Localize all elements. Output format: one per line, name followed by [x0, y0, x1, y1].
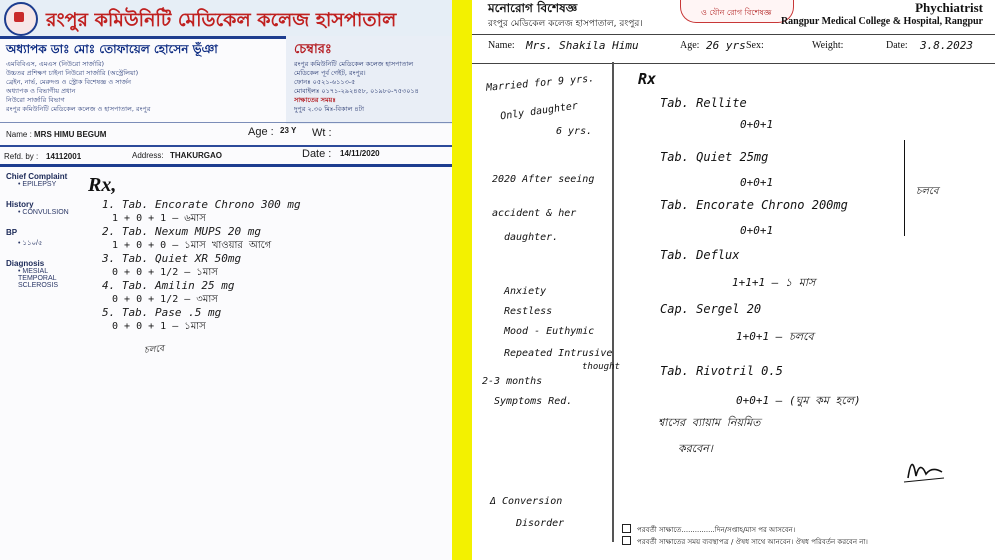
age-label: Age :: [248, 126, 274, 138]
medication-dose: 1+1+1 — ১ মাস: [732, 276, 816, 289]
qual-line: ব্রেইন, নার্ভ, মেরুদণ্ড ও স্ট্রোক বিশেষজ্ঞ ও সার্জন: [6, 78, 132, 86]
history-note: daughter.: [504, 232, 559, 243]
chief-complaint: • EPILEPSY: [18, 181, 57, 188]
patient-name: Mrs. Shakila Himu: [526, 39, 639, 52]
hospital-header: [0, 0, 452, 39]
footer-line: [622, 524, 992, 536]
separator-bar: [452, 0, 472, 560]
clinical-sidebar: [6, 172, 86, 289]
medication-dose: 1 + 0 + 0 – ১মাস খাওয়ার আগে: [112, 240, 272, 251]
history-note: Mood - Euthymic: [504, 326, 595, 337]
specialty-badge-text: ও যৌন রোগ বিশেষজ্ঞ: [701, 8, 772, 17]
medication-dose: 0+0+1 — (ঘুম কম হলে): [736, 394, 861, 407]
date-label: Date :: [302, 148, 332, 160]
qual-line: উচ্চতর প্রশিক্ষণ চাইনা নিউরো সার্জারি (অস্ট্রেলিয়া): [6, 69, 139, 77]
chief-complaint-value: EPILEPSY: [22, 181, 57, 188]
medication-dose: 0+0+1: [740, 176, 774, 189]
address-label: Address:: [132, 151, 164, 160]
medication-dose: 1 + 0 + 1 – ৬মাস: [112, 213, 206, 224]
medication-name: 2. Tab. Nexum MUPS 20 mg: [102, 225, 261, 238]
chamber-line: রংপুর কমিউনিটি মেডিকেল কলেজ হাসপাতাল: [294, 60, 414, 68]
refd-label: Refd. by :: [4, 152, 39, 161]
bracket-note: চলবে: [916, 186, 939, 197]
medication-name: Tab. Encorate Chrono 200mg: [660, 198, 848, 212]
diagnosis-line: MESIAL: [22, 268, 49, 275]
medication-name: Tab. Rellite: [660, 96, 747, 110]
medication-name: 3. Tab. Quiet XR 50mg: [102, 252, 242, 265]
hospital-title: রংপুর কমিউনিটি মেডিকেল কলেজ হাসপাতাল: [46, 9, 397, 31]
specialty-badge: [680, 0, 794, 23]
patient-fields-row: [472, 34, 995, 64]
chamber-info: [286, 36, 452, 124]
history-note: 6 yrs.: [556, 126, 593, 137]
age-label: Age:: [680, 40, 700, 51]
chamber-line: ফোনঃ ০৫২১-৬১১৩-৫: [294, 78, 356, 86]
qual-line: নিউরো সার্জারি বিভাগ: [6, 96, 65, 104]
name-label: Name :: [6, 130, 32, 139]
qual-line: এমবিবিএস, এমএস (নিউরো সার্জারি): [6, 60, 105, 68]
checkbox-icon: [622, 524, 631, 533]
rx-symbol: Rx,: [88, 174, 117, 196]
history-note: 2-3 months: [482, 376, 543, 387]
checkbox-icon: [622, 536, 631, 545]
hospital-name-bn: রংপুর মেডিকেল কলেজ হাসপাতাল, রংপুর।: [488, 19, 643, 29]
medication-name: 4. Tab. Amilin 25 mg: [102, 279, 235, 292]
qual-line: রংপুর কমিউনিটি মেডিকেল কলেজ ও হাসপাতাল, রংপুর: [6, 105, 151, 113]
medication-dose: 0 + 0 + 1 – ১মাস: [112, 321, 206, 332]
history-note: Married for 9 yrs.: [485, 73, 595, 94]
hospital-subtitle: Rangpur Medical College & Hospital, Rangpur: [780, 16, 983, 27]
history: • CONVULSION: [18, 209, 69, 216]
medication-dose: 1+0+1 — চলবে: [736, 330, 814, 343]
signature-mark: [902, 448, 946, 486]
medication-dose: 0 + 0 + 1/2 – ৩মাস: [112, 294, 218, 305]
footer-notes: [622, 524, 992, 548]
date-label: Date:: [886, 40, 908, 51]
left-prescription: [0, 0, 452, 560]
bp-value: ১১০/৫: [22, 240, 43, 247]
signature-icon: [902, 448, 946, 486]
history-note: 2020 After seeing: [492, 174, 595, 185]
footer-text: পরবর্তী সাক্ষাতের সময় ব্যবস্থাপত্র / ঔষধ সাথে আনবেন। ঔষধ পরিবর্তন করবেন না।: [637, 538, 868, 546]
specialty-title: Phychiatrist: [915, 0, 983, 15]
advice-line: শ্বাসের ব্যায়াম নিয়মিত: [658, 416, 761, 429]
column-divider: [612, 62, 614, 542]
address-value: THAKURGAO: [170, 151, 222, 160]
medication-name: 5. Tab. Pase .5 mg: [102, 306, 222, 319]
qual-line: অধ্যাপক ও বিভাগীয় প্রধান: [6, 87, 76, 95]
history-note: Only daughter: [499, 100, 579, 123]
footer-line: [622, 536, 992, 548]
chamber-line: মোবাইলঃ ০১৭১-২৯২৪৫৮, ০১৯৮০-৭৫৩০১৪: [294, 87, 419, 95]
medication-name: Tab. Deflux: [660, 248, 740, 262]
sex-label: Sex:: [746, 40, 764, 51]
doctor-qualifications: [6, 60, 246, 114]
history-value: CONVULSION: [22, 209, 69, 216]
department-title: মনোরোগ বিশেষজ্ঞ: [488, 1, 578, 15]
doctor-name: অধ্যাপক ডাঃ মোঃ তোফায়েল হোসেন ভূঁঞা: [6, 42, 218, 56]
visit-time: দুপুর ২.৩০ মিঃ-বিকাল ৪টা: [294, 105, 365, 113]
left-signature: চলবে: [143, 343, 165, 357]
age-value: 26 yrs: [706, 39, 746, 52]
history-note: Disorder: [516, 518, 565, 529]
history-note: Restless: [504, 306, 553, 317]
history-note: Δ Conversion: [490, 496, 563, 507]
weight-label: Weight:: [812, 40, 844, 51]
referral-row: [0, 146, 452, 167]
chief-complaint-label: Chief Complaint: [6, 172, 68, 181]
refd-value: 14112001: [46, 152, 82, 161]
weight-label: Wt :: [312, 127, 332, 139]
hospital-logo: [4, 2, 38, 36]
medication-name: 1. Tab. Encorate Chrono 300 mg: [102, 198, 301, 211]
history-note: thought: [582, 362, 620, 372]
history-note: Symptoms Red.: [494, 396, 573, 407]
patient-name-row: [0, 122, 452, 147]
bracket-line: [904, 140, 913, 236]
medication-dose: 0+0+1: [740, 118, 774, 131]
chamber-title: চেম্বারঃ: [294, 42, 332, 57]
diagnosis-line: TEMPORAL: [18, 275, 57, 282]
medication-list: [102, 198, 442, 333]
advice-line: করবেন।: [678, 442, 713, 455]
history-note: Repeated Intrusive: [504, 348, 613, 359]
bp-label: BP: [6, 228, 18, 237]
medication-name: Tab. Rivotril 0.5: [660, 364, 783, 378]
medication-name: Cap. Sergel 20: [660, 302, 762, 316]
rx-symbol: Rx: [638, 70, 657, 88]
chamber-line: মেডিকেল পূর্ব গেইট, রংপুর।: [294, 69, 366, 77]
diagnosis-line: SCLEROSIS: [18, 282, 59, 289]
patient-name: MRS HIMU BEGUM: [34, 130, 107, 139]
medication-dose: 0+0+1: [740, 224, 774, 237]
age-value: 23 Y: [280, 126, 297, 135]
right-prescription: [472, 0, 995, 560]
bp: • ১১০/৫: [18, 240, 43, 247]
diagnosis: • MESIAL: [18, 268, 49, 275]
date-value: 3.8.2023: [920, 39, 973, 52]
chamber-lines: [294, 60, 450, 114]
visit-title: সাক্ষাতের সময়ঃ: [294, 96, 336, 104]
name-label: Name:: [488, 40, 515, 51]
medication-name: Tab. Quiet 25mg: [660, 150, 769, 164]
date-value: 14/11/2020: [340, 149, 380, 158]
history-note: accident & her: [492, 208, 577, 219]
medication-dose: 0 + 0 + 1/2 – ১মাস: [112, 267, 218, 278]
history-note: Anxiety: [504, 286, 547, 297]
diagnosis-label: Diagnosis: [6, 259, 45, 268]
history-label: History: [6, 200, 34, 209]
footer-text: পরবর্তী সাক্ষাতে...............দিন/সপ্তাহ/মাস পর আসবেন।: [637, 526, 796, 534]
